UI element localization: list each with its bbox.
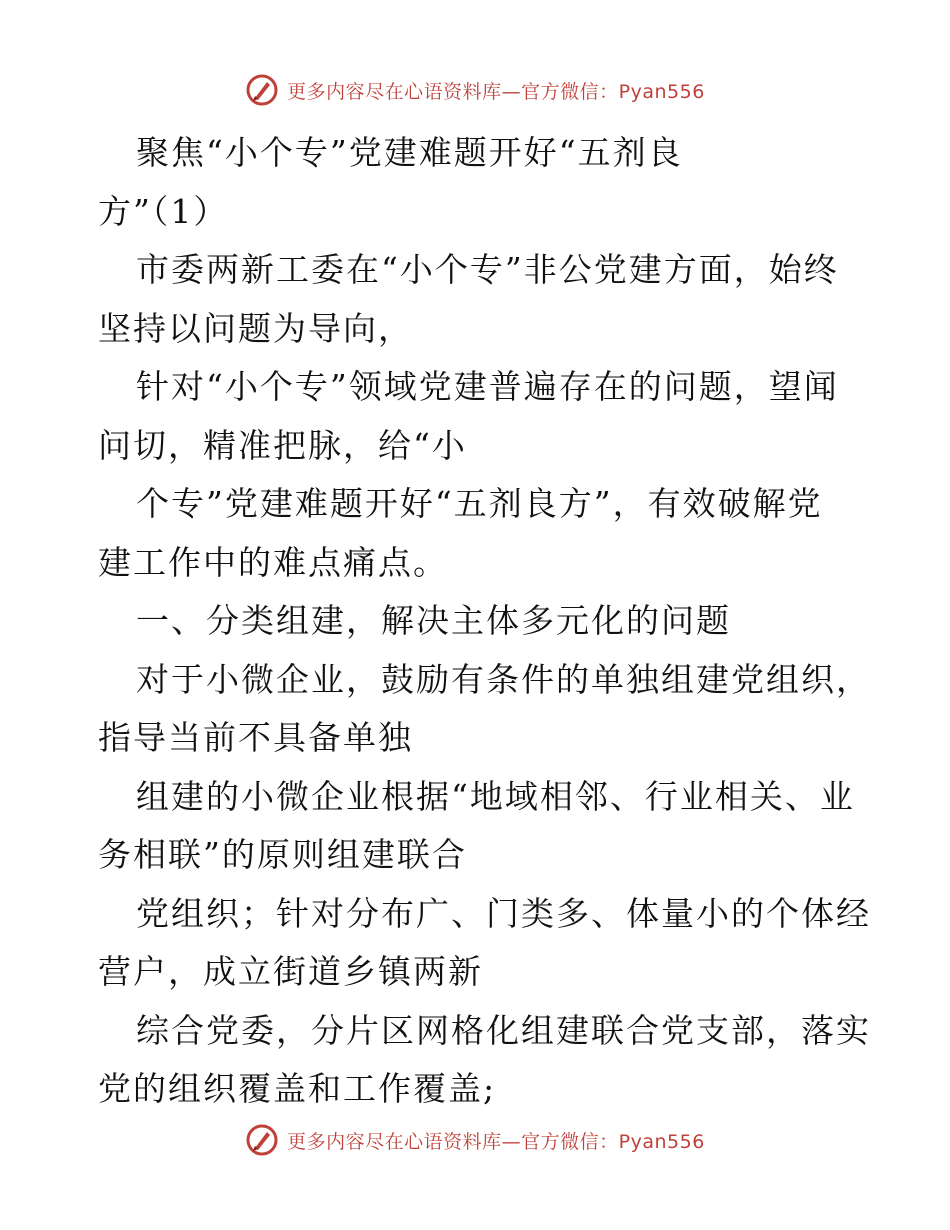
paragraph-line: 综合党委，分片区网格化组建联合党支部，落实 bbox=[136, 1010, 871, 1050]
paragraph bbox=[98, 651, 871, 768]
paragraph bbox=[98, 358, 858, 475]
paragraph bbox=[98, 768, 858, 885]
paragraph bbox=[98, 885, 871, 1002]
paragraph bbox=[98, 1002, 871, 1119]
quill-pen-icon bbox=[245, 73, 279, 107]
section-heading bbox=[98, 592, 858, 651]
paragraph bbox=[98, 475, 858, 592]
footer-banner bbox=[0, 1120, 950, 1160]
header-banner bbox=[0, 70, 950, 110]
paragraph-line: 党组织；针对分布广、门类多、体量小的个体经 bbox=[136, 893, 871, 933]
paragraph-line: 坚持以问题为导向， bbox=[98, 308, 413, 348]
paragraph-line: 组建的小微企业根据“地域相邻、行业相关、业 bbox=[136, 776, 855, 816]
banner-text: 更多内容尽在心语资料库—官方微信：Pyan556 bbox=[287, 1130, 705, 1153]
paragraph-line: 建工作中的难点痛点。 bbox=[98, 542, 448, 582]
paragraph-line: 营户，成立街道乡镇两新 bbox=[98, 952, 483, 991]
paragraph-line: 一、分类组建，解决主体多元化的问题 bbox=[136, 601, 731, 640]
paragraph-line: 方”（1） bbox=[98, 191, 229, 231]
document-title bbox=[98, 124, 858, 241]
paragraph-line: 党的组织覆盖和工作覆盖; bbox=[98, 1069, 497, 1108]
paragraph-line: 务相联”的原则组建联合 bbox=[98, 835, 467, 874]
paragraph-line: 问切，精准把脉，给“小 bbox=[98, 425, 467, 465]
banner-text: 更多内容尽在心语资料库—官方微信：Pyan556 bbox=[287, 80, 705, 103]
paragraph-line: 针对“小个专”领域党建普遍存在的问题，望闻 bbox=[136, 367, 839, 406]
paragraph-line: 市委两新工委在“小个专”非公党建方面，始终 bbox=[136, 250, 839, 289]
paragraph-line: 聚焦“小个专”党建难题开好“五剂良 bbox=[136, 133, 683, 172]
paragraph-line: 指导当前不具备单独 bbox=[98, 718, 413, 757]
paragraph-line: 对于小微企业，鼓励有条件的单独组建党组织， bbox=[136, 659, 871, 699]
paragraph bbox=[98, 241, 858, 358]
quill-pen-icon bbox=[245, 1123, 279, 1157]
paragraph-line: 个专”党建难题开好“五剂良方”，有效破解党 bbox=[136, 484, 823, 523]
document-body bbox=[98, 124, 871, 1119]
